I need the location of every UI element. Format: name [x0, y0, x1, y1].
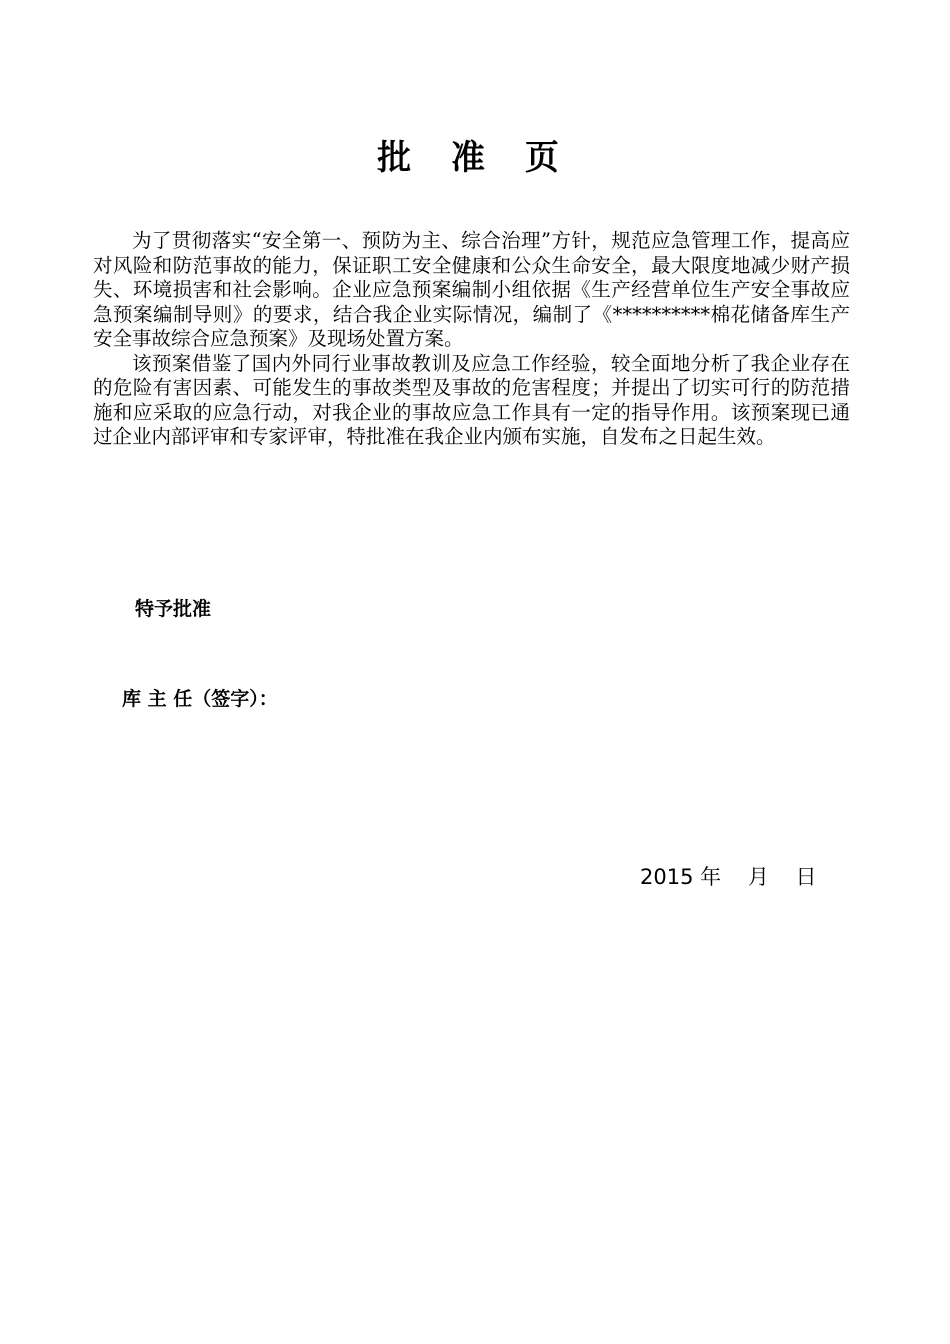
date-line: 2015 年 月 日 [640, 865, 817, 889]
body-paragraph-2: 该预案借鉴了国内外同行业事故教训及应急工作经验，较全面地分析了我企业存在的危险有害因素、可能发生的事故类型及事故的危害程度；并提出了切实可行的防范措施和应采取的应急行动，对我企业的事故应急工作具有一定的指导作用。该预案现已通过企业内部评审和专家评审，特批准在我企业内颁布实施，自发布之日起生效。 [93, 351, 850, 448]
signer-label: 库 主 任（签字）： [122, 688, 278, 710]
page-title: 批 准 页 [377, 138, 573, 178]
document-body [93, 229, 850, 450]
body-paragraph-1: 为了贯彻落实“安全第一、预防为主、综合治理”方针，规范应急管理工作，提高应对风险和防范事故的能力，保证职工安全健康和公众生命安全，最大限度地减少财产损失、环境损害和社会影响。企业应急预案编制小组依据《生产经营单位生产安全事故应急预案编制导则》的要求，结合我企业实际情况，编制了《**********棉花储备库生产安全事故综合应急预案》及现场处置方案。 [93, 229, 850, 350]
approval-statement: 特予批准 [135, 598, 212, 620]
